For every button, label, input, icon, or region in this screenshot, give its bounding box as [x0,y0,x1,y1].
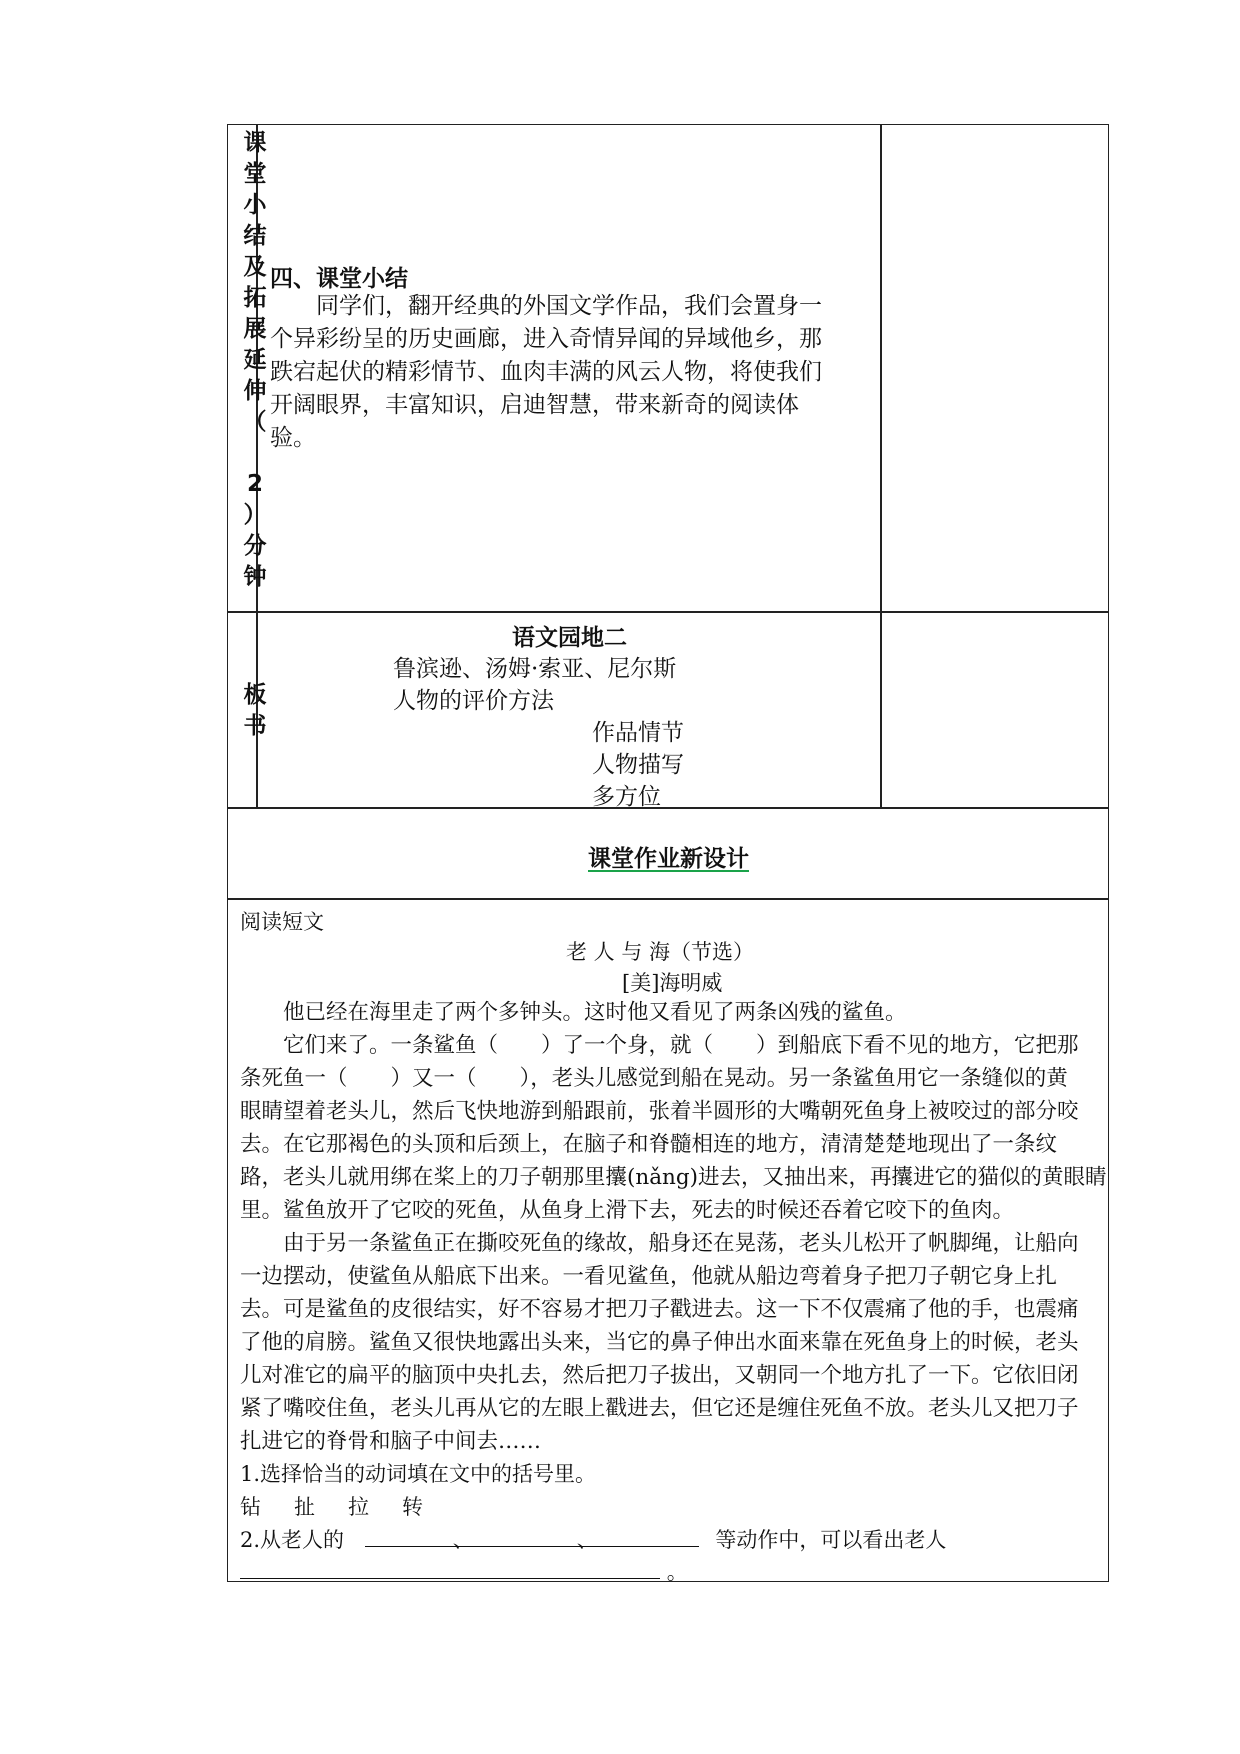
row-divider-1 [227,611,1109,613]
answer-blank-4[interactable] [240,1556,660,1579]
question-2-prefix: 2.从老人的 [240,1528,345,1552]
question-2-line-2 [240,1556,688,1586]
passage-line-1: 他已经在海里走了两个多钟头。这时他又看见了两条凶残的鲨鱼。 [240,1000,907,1025]
summary-line-2: 个异彩纷呈的历史画廊，进入奇情异闻的异域他乡，那 [270,326,822,352]
board-line-3: 作品情节 [592,720,684,746]
passage-line-10: 去。可是鲨鱼的皮很结实，好不容易才把刀子戳进去。这一下不仅震痛了他的手，也震痛 [240,1297,1079,1322]
question-2 [240,1524,946,1554]
row-divider-2 [227,807,1109,809]
summary-section-label: 课 堂 小 结 及 拓 展 延 伸 （ 2 ） 分 钟 [243,130,267,590]
board-line-1: 鲁滨逊、汤姆·索亚、尼尔斯 [393,656,677,682]
passage-line-14: 扎进它的脊骨和脑子中间去…… [240,1429,542,1454]
passage-line-12: 儿对准它的扁平的脑顶中央扎去，然后把刀子拔出，又朝同一个地方扎了一下。它依旧闭 [240,1363,1079,1388]
answer-blank-3[interactable] [599,1524,699,1547]
summary-line-4: 开阔眼界，丰富知识，启迪智慧，带来新奇的阅读体 [270,392,799,418]
passage-line-4: 眼睛望着老头儿，然后飞快地游到船跟前，张着半圆形的大嘴朝死鱼身上被咬过的部分咬 [240,1099,1079,1124]
passage-line-2: 它们来了。一条鲨鱼（ ）了一个身，就（ ）到船底下看不见的地方，它把那 [240,1033,1079,1058]
board-title: 语文园地二 [512,625,627,651]
passage-line-11: 了他的肩膀。鲨鱼又很快地露出头来，当它的鼻子伸出水面来靠在死鱼身上的时候，老头 [240,1330,1079,1355]
answer-sep-2: 、 [577,1524,599,1547]
homework-title: 课堂作业新设计 [588,846,749,872]
summary-line-1: 同学们，翻开经典的外国文学作品，我们会置身一 [270,293,822,319]
question-1: 1.选择恰当的动词填在文中的括号里。 [240,1462,597,1486]
board-section-label: 板 书 [243,682,267,739]
answer-sep-1: 、 [453,1524,475,1547]
question-2-end: 。 [666,1560,688,1584]
reading-title: 老 人 与 海（节选） [566,940,755,964]
board-line-5: 多方位 [592,784,661,810]
passage-line-13: 紧了嘴咬住鱼，老头儿再从它的左眼上戳进去，但它还是缠住死鱼不放。老头儿又把刀子 [240,1396,1079,1421]
passage-line-8: 由于另一条鲨鱼正在撕咬死鱼的缘故，船身还在晃荡，老头儿松开了帆脚绳，让船向 [240,1231,1079,1256]
col-divider-notes [880,124,882,807]
question-2-suffix: 等动作中，可以看出老人 [715,1528,947,1552]
answer-blank-2[interactable] [475,1524,577,1547]
summary-line-3: 跌宕起伏的精彩情节、血肉丰满的风云人物，将使我们 [270,359,822,385]
summary-line-5: 验。 [270,425,316,451]
board-line-4: 人物描写 [592,752,684,778]
reading-author: [美]海明威 [622,971,723,995]
passage-line-5: 去。在它那褐色的头顶和后颈上，在脑子和脊髓相连的地方，清清楚楚地现出了一条纹 [240,1132,1058,1157]
row-divider-3 [227,898,1109,900]
reading-intro: 阅读短文 [240,910,324,934]
passage-line-6: 路，老头儿就用绑在桨上的刀子朝那里攮(nǎng)进去，又抽出来，再攮进它的猫似的黄眼睛 [240,1165,1107,1190]
summary-heading: 四、课堂小结 [270,266,408,292]
question-1-word-bank: 钻 扯 拉 转 [240,1495,429,1519]
passage-line-7: 里。鲨鱼放开了它咬的死鱼，从鱼身上滑下去，死去的时候还吞着它咬下的鱼肉。 [240,1198,1015,1223]
answer-blank-1[interactable] [365,1524,453,1547]
board-line-2: 人物的评价方法 [393,688,554,714]
passage-line-9: 一边摆动，使鲨鱼从船底下出来。一看见鲨鱼，他就从船边弯着身子把刀子朝它身上扎 [240,1264,1058,1289]
passage-line-3: 条死鱼一（ ）又一（ ），老头儿感觉到船在晃动。另一条鲨鱼用它一条缝似的黄 [240,1066,1068,1091]
